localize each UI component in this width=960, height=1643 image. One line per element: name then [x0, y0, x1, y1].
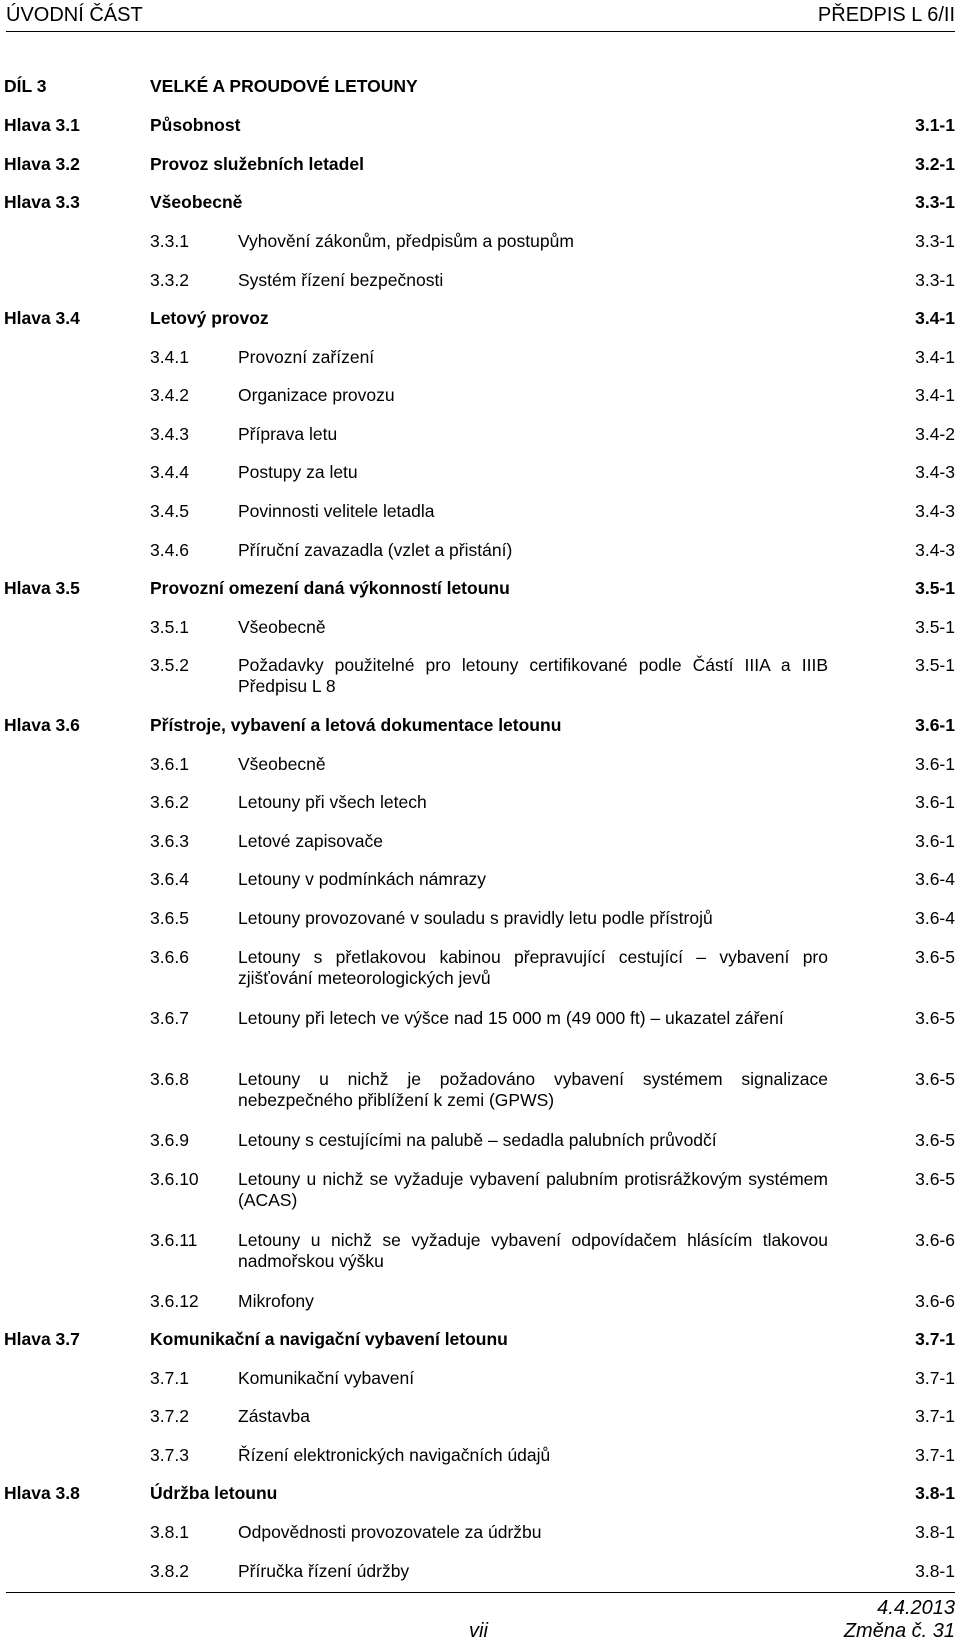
- toc-section-number: 3.6.10: [150, 1169, 199, 1189]
- toc-page-ref: 3.8-1: [915, 1522, 955, 1542]
- toc-page-ref: 3.6-5: [915, 1169, 955, 1189]
- toc-section-number: 3.6.5: [150, 908, 189, 928]
- toc-section-number: 3.6.9: [150, 1130, 189, 1150]
- toc-page-ref: 3.6-5: [915, 1069, 955, 1089]
- toc-section-number: 3.7.1: [150, 1368, 189, 1388]
- toc-page-ref: 3.3-1: [915, 231, 955, 251]
- toc-page-ref: 3.6-5: [915, 1008, 955, 1028]
- toc-chapter-title: Komunikační a navigační vybavení letounu: [150, 1329, 508, 1349]
- toc-section-title: Organizace provozu: [238, 385, 395, 405]
- toc-section-title: Povinnosti velitele letadla: [238, 501, 435, 521]
- toc-chapter-label: Hlava 3.6: [4, 715, 80, 735]
- toc-page-ref: 3.4-3: [915, 540, 955, 560]
- running-header-left: ÚVODNÍ ČÁST: [6, 4, 143, 26]
- toc-chapter-label: Hlava 3.7: [4, 1329, 80, 1349]
- toc-section-number: 3.7.3: [150, 1445, 189, 1465]
- toc-chapter-title: Provoz služebních letadel: [150, 154, 364, 174]
- footer-page-number: vii: [469, 1620, 488, 1642]
- toc-section-number: 3.4.5: [150, 501, 189, 521]
- toc-page-ref: 3.4-1: [915, 308, 955, 328]
- toc-chapter-title: VELKÉ A PROUDOVÉ LETOUNY: [150, 76, 418, 96]
- toc-section-number: 3.6.3: [150, 831, 189, 851]
- toc-page-ref: 3.5-1: [915, 655, 955, 675]
- toc-section-title: Řízení elektronických navigačních údajů: [238, 1445, 551, 1465]
- toc-section-number: 3.4.2: [150, 385, 189, 405]
- toc-section-title: Letové zapisovače: [238, 831, 383, 851]
- toc-page-ref: 3.5-1: [915, 578, 955, 598]
- toc-chapter-label: Hlava 3.5: [4, 578, 80, 598]
- toc-section-number: 3.4.4: [150, 462, 189, 482]
- toc-page-ref: 3.4-1: [915, 385, 955, 405]
- toc-section-title: Letouny při letech ve výšce nad 15 000 m (49 000 ft) – ukazatel záření: [238, 1008, 784, 1028]
- toc-section-number: 3.8.2: [150, 1561, 189, 1581]
- toc-chapter-label: Hlava 3.4: [4, 308, 80, 328]
- toc-page-ref: 3.6-4: [915, 908, 955, 928]
- toc-section-title: Odpovědnosti provozovatele za údržbu: [238, 1522, 542, 1542]
- toc-section-number: 3.6.8: [150, 1069, 189, 1089]
- toc-page-ref: 3.6-4: [915, 869, 955, 889]
- toc-page-ref: 3.6-6: [915, 1291, 955, 1311]
- toc-section-title: Postupy za letu: [238, 462, 358, 482]
- toc-chapter-title: Všeobecně: [150, 192, 243, 212]
- running-header-right: PŘEDPIS L 6/II: [817, 4, 955, 26]
- toc-section-title: Příručka řízení údržby: [238, 1561, 410, 1581]
- toc-page-ref: 3.6-6: [915, 1230, 955, 1250]
- toc-section-number: 3.4.6: [150, 540, 189, 560]
- toc-section-number: 3.8.1: [150, 1522, 189, 1542]
- footer-amendment: Změna č. 31: [843, 1620, 955, 1642]
- toc-section-number: 3.3.1: [150, 231, 189, 251]
- toc-page-ref: 3.8-1: [915, 1483, 955, 1503]
- toc-page-ref: 3.4-3: [915, 462, 955, 482]
- toc-section-number: 3.6.4: [150, 869, 189, 889]
- toc-page-ref: 3.4-3: [915, 501, 955, 521]
- toc-section-title: Příruční zavazadla (vzlet a přistání): [238, 540, 513, 560]
- toc-page-ref: 3.6-1: [915, 715, 955, 735]
- toc-page-ref: 3.6-5: [915, 1130, 955, 1150]
- toc-section-title: Mikrofony: [238, 1291, 314, 1311]
- toc-page-ref: 3.4-1: [915, 347, 955, 367]
- toc-section-number: 3.4.3: [150, 424, 189, 444]
- toc-section-number: 3.4.1: [150, 347, 189, 367]
- toc-chapter-label: Hlava 3.1: [4, 115, 80, 135]
- toc-chapter-title: Působnost: [150, 115, 241, 135]
- toc-page-ref: 3.2-1: [915, 154, 955, 174]
- toc-section-number: 3.5.1: [150, 617, 189, 637]
- toc-section-number: 3.6.7: [150, 1008, 189, 1028]
- toc-page-ref: 3.3-1: [915, 192, 955, 212]
- toc-chapter-title: Přístroje, vybavení a letová dokumentace letounu: [150, 715, 562, 735]
- toc-section-title: Letouny u nichž je požadováno vybavení systémem signalizace nebezpečného přiblížení k zemi (GPWS): [238, 1069, 828, 1110]
- toc-chapter-title: Letový provoz: [150, 308, 269, 328]
- toc-page-ref: 3.4-2: [915, 424, 955, 444]
- toc-page-ref: 3.3-1: [915, 270, 955, 290]
- toc-page-ref: 3.1-1: [915, 115, 955, 135]
- footer-date: 4.4.2013: [877, 1597, 955, 1619]
- toc-section-title: Komunikační vybavení: [238, 1368, 415, 1388]
- toc-chapter-label: Hlava 3.2: [4, 154, 80, 174]
- toc-chapter-title: Údržba letounu: [150, 1483, 278, 1503]
- toc-section-title: Vyhovění zákonům, předpisům a postupům: [238, 231, 574, 251]
- toc-section-title: Systém řízení bezpečnosti: [238, 270, 444, 290]
- toc-section-number: 3.6.2: [150, 792, 189, 812]
- toc-section-title: Letouny při všech letech: [238, 792, 427, 812]
- toc-section-number: 3.5.2: [150, 655, 189, 675]
- toc-section-title: Zástavba: [238, 1406, 310, 1426]
- header-rule: [6, 31, 955, 32]
- toc-section-title: Všeobecně: [238, 754, 326, 774]
- toc-section-number: 3.6.1: [150, 754, 189, 774]
- toc-section-number: 3.6.12: [150, 1291, 199, 1311]
- toc-section-title: Letouny s cestujícími na palubě – sedadla palubních průvodčí: [238, 1130, 717, 1150]
- toc-section-number: 3.6.6: [150, 947, 189, 967]
- toc-section-title: Příprava letu: [238, 424, 338, 444]
- toc-page-ref: 3.6-1: [915, 831, 955, 851]
- toc-chapter-label: Hlava 3.3: [4, 192, 80, 212]
- toc-page-ref: 3.5-1: [915, 617, 955, 637]
- toc-section-number: 3.6.11: [150, 1230, 198, 1250]
- toc-section-number: 3.3.2: [150, 270, 189, 290]
- toc-page-ref: 3.8-1: [915, 1561, 955, 1581]
- toc-page-ref: 3.7-1: [915, 1406, 955, 1426]
- toc-section-title: Letouny u nichž se vyžaduje vybavení odpovídačem hlásícím tlakovou nadmořskou výšku: [238, 1230, 828, 1271]
- toc-page-ref: 3.7-1: [915, 1368, 955, 1388]
- toc-section-title: Všeobecně: [238, 617, 326, 637]
- toc-page-ref: 3.6-5: [915, 947, 955, 967]
- toc-section-title: Letouny v podmínkách námrazy: [238, 869, 487, 889]
- toc-page-ref: 3.6-1: [915, 754, 955, 774]
- toc-page-ref: 3.7-1: [915, 1329, 955, 1349]
- toc-page-ref: 3.7-1: [915, 1445, 955, 1465]
- toc-section-number: 3.7.2: [150, 1406, 189, 1426]
- footer-rule: [6, 1592, 955, 1593]
- toc-chapter-label: DÍL 3: [4, 76, 47, 96]
- toc-page-ref: 3.6-1: [915, 792, 955, 812]
- toc-section-title: Letouny s přetlakovou kabinou přepravující cestující – vybavení pro zjišťování meteorologických jevů: [238, 947, 828, 988]
- toc-section-title: Letouny provozované v souladu s pravidly letu podle přístrojů: [238, 908, 713, 928]
- toc-chapter-label: Hlava 3.8: [4, 1483, 80, 1503]
- toc-section-title: Požadavky použitelné pro letouny certifikované podle Částí IIIA a IIIB Předpisu L 8: [238, 655, 828, 696]
- toc-section-title: Provozní zařízení: [238, 347, 375, 367]
- toc-section-title: Letouny u nichž se vyžaduje vybavení palubním protisrážkovým systémem (ACAS): [238, 1169, 828, 1210]
- toc-chapter-title: Provozní omezení daná výkonností letounu: [150, 578, 510, 598]
